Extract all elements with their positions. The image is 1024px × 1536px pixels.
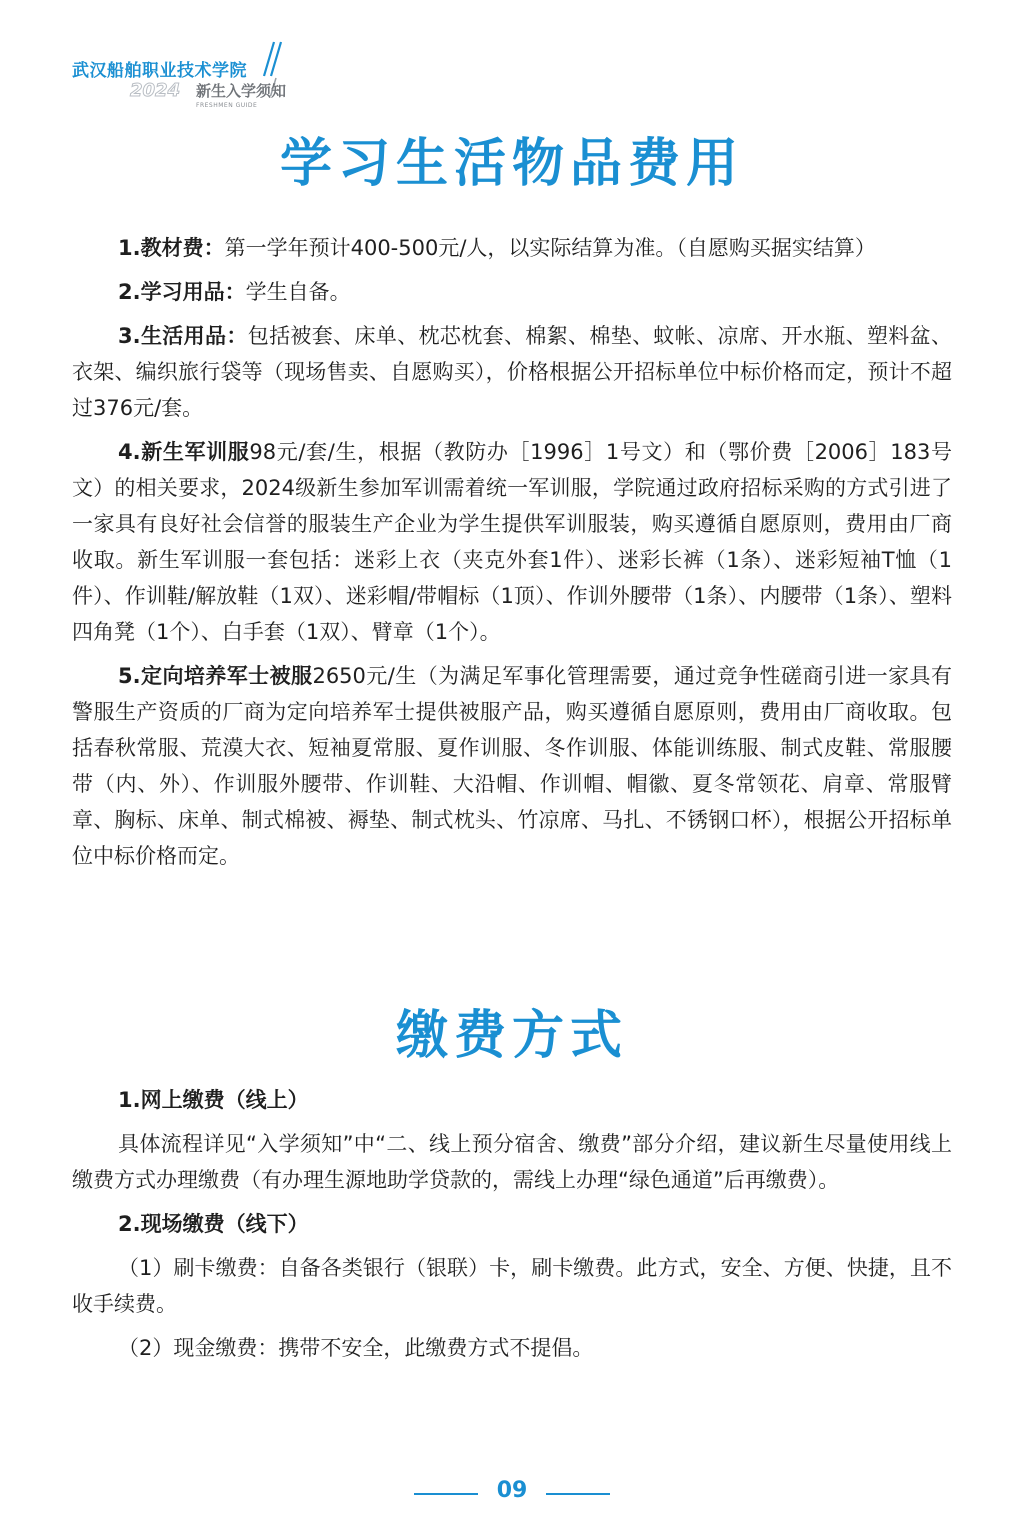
offline-payment-heading: 2.现场缴费（线下） [118, 1212, 309, 1236]
section-title-payment-methods: 缴费方式 [395, 1005, 628, 1066]
living-costs-body [72, 230, 952, 874]
page-footer [0, 1478, 1024, 1508]
cost-item-label: 4.新生军训服 [118, 440, 250, 464]
cost-item-label: 1.教材费： [118, 236, 225, 260]
online-payment-heading: 1.网上缴费（线上） [118, 1088, 309, 1112]
guide-title-en: FRESHMEN GUIDE [196, 102, 258, 109]
cost-item-text: 包括被套、床单、枕芯枕套、棉絮、棉垫、蚊帐、凉席、开水瓶、塑料盆、衣架、编织旅行袋等（现场售卖、自愿购买），价格根据公开招标单位中标价格而定，预计不超过376元/套。 [72, 324, 953, 420]
cost-item-sergeant-uniform [72, 658, 952, 874]
guide-title: 新生入学须知 [196, 82, 287, 100]
cost-item-label: 5.定向培养军士被服 [118, 664, 313, 688]
page-number: 09 [496, 1478, 528, 1503]
cost-item-study-supplies [72, 274, 952, 310]
payment-methods-body [72, 1082, 952, 1366]
online-payment-text: 具体流程详见“入学须知”中“二、线上预分宿舍、缴费”部分介绍，建议新生尽量使用线上缴费方式办理缴费（有办理生源地助学贷款的，需线上办理“绿色通道”后再缴费）。 [72, 1132, 952, 1192]
cost-item-daily-supplies [72, 318, 952, 426]
guide-year: 2024 [130, 80, 181, 101]
offline-cash-payment-text: （2）现金缴费：携带不安全，此缴费方式不提倡。 [118, 1336, 594, 1360]
cost-item-text: 学生自备。 [245, 280, 351, 304]
cost-item-text: 第一学年预计400-500元/人，以实际结算为准。（自愿购买据实结算） [224, 236, 876, 260]
section-title-living-costs: 学习生活物品费用 [279, 133, 744, 194]
cost-item-text: 2650元/生（为满足军事化管理需要，通过竞争性磋商引进一家具有警服生产资质的厂商为定向培养军士提供被服产品，购买遵循自愿原则，费用由厂商收取。包括春秋常服、荒漠大衣、短袖夏常服、夏作训服、冬作训服、体能训练服、制式皮鞋、常服腰带（内、外）、作训服外腰带、作训鞋、大沿帽、作训帽、帽徽、夏冬常领花、肩章、常服臂章、胸标、床单、制式棉被、褥垫、制式枕头、竹凉席、马扎、不锈钢口杯），根据公开招标单位中标价格而定。 [72, 664, 952, 868]
offline-card-payment-text: （1）刷卡缴费：自备各类银行（银联）卡，刷卡缴费。此方式，安全、方便、快捷，且不收手续费。 [72, 1256, 952, 1316]
cost-item-text: 98元/套/生，根据（教防办［1996］1号文）和（鄂价费［2006］183号文）的相关要求，2024级新生参加军训需着统一军训服，学院通过政府招标采购的方式引进了一家具有良好社会信誉的服装生产企业为学生提供军训服装，购买遵循自愿原则，费用由厂商收取。新生军训服一套包括：迷彩上衣（夹克外套1件）、迷彩长裤（1条）、迷彩短袖T恤（1件）、作训鞋/解放鞋（1双）、迷彩帽/带帽标（1顶）、作训外腰带（1条）、内腰带（1条）、塑料四角凳（1个）、白手套（1双）、臂章（1个）。 [72, 440, 953, 644]
footer-divider-right [546, 1493, 610, 1495]
cost-item-textbooks [72, 230, 952, 266]
school-name: 武汉船舶职业技术学院 [72, 61, 247, 81]
cost-item-military-uniform [72, 434, 952, 650]
cost-item-label: 3.生活用品： [118, 324, 248, 348]
cost-item-label: 2.学习用品： [118, 280, 246, 304]
page-header [72, 40, 392, 120]
footer-divider-left [414, 1493, 478, 1495]
